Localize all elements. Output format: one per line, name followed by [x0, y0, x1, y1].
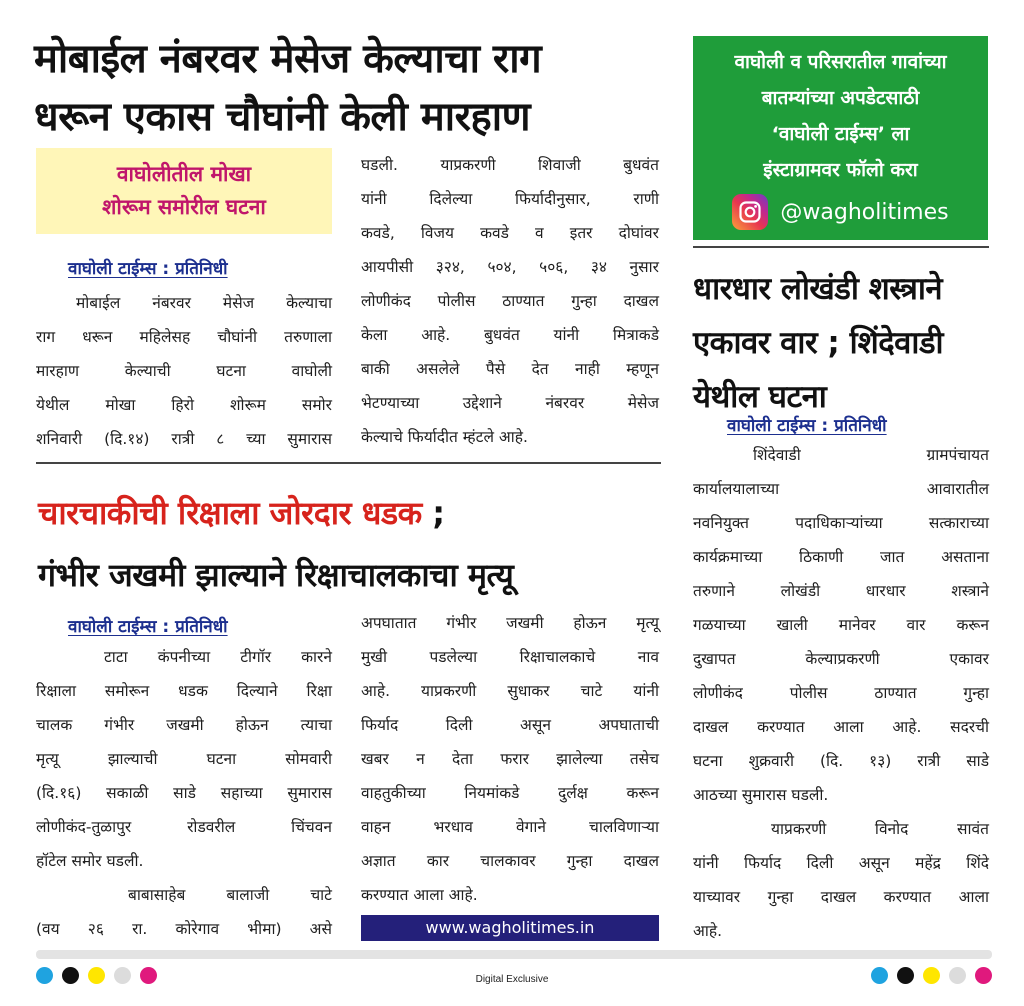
- story2-col2-line: खबर न देता फरार झालेल्या तसेच: [361, 750, 659, 768]
- story2-col2-line: अज्ञात कार चालकावर गुन्हा दाखल: [361, 852, 659, 870]
- story1-col2-line: आयपीसी ३२४, ५०४, ५०६, ३४ नुसार: [361, 258, 659, 276]
- story2-col2-line: वाहन भरधाव वेगाने चालविणाऱ्या: [361, 818, 659, 836]
- story3-line: शिंदेवाडी ग्रामपंचायत: [753, 446, 989, 464]
- story3-line: दाखल करण्यात आला आहे. सदरची: [693, 718, 989, 736]
- color-dot-gray: [949, 967, 966, 984]
- story1-column-2: [361, 148, 659, 454]
- story1-col1-line: राग धरून महिलेसह चौघांनी तरुणाला: [36, 328, 332, 346]
- story3-line: दुखापत केल्याप्रकरणी एकावर: [693, 650, 989, 668]
- story1-col1-line: मारहाण केल्याची घटना वाघोली: [36, 362, 332, 380]
- story2-col1-line: टाटा कंपनीच्या टीगॉर कारने: [104, 648, 332, 666]
- color-dot-black: [897, 967, 914, 984]
- story1-subhead-line1: वाघोलीतील मोखा: [116, 162, 252, 186]
- story2-col2-line: अपघातात गंभीर जखमी होऊन मृत्यू: [361, 614, 659, 632]
- story1-subhead-line2: शोरूम समोरील घटना: [102, 195, 266, 219]
- color-dots-right: [871, 967, 992, 984]
- story1-col2-line: बाकी असलेले पैसे देत नाही म्हणून: [361, 360, 659, 378]
- story1-byline: वाघोली टाईम्स : प्रतिनिधी: [68, 259, 228, 279]
- story1-col2-line: कवडे, विजय कवडे व इतर दोघांवर: [361, 224, 659, 242]
- color-dot-yellow: [923, 967, 940, 984]
- section-divider: [36, 462, 661, 464]
- story2-col2-line: वाहतुकीच्या नियमांकडे दुर्लक्ष करून: [361, 784, 659, 802]
- story1-col2-line: केला आहे. बुधवंत यांनी मित्राकडे: [361, 326, 659, 344]
- story3-line: कार्यालयालाच्या आवारातील: [693, 480, 989, 498]
- website-link[interactable]: www.wagholitimes.in: [361, 915, 659, 941]
- promo-line1: वाघोली व परिसरातील गावांच्या: [734, 51, 947, 73]
- bottom-bar: [36, 950, 992, 959]
- instagram-handle[interactable]: @wagholitimes: [780, 199, 949, 225]
- story1-headline-line1: मोबाईल नंबरवर मेसेज केल्याचा राग: [34, 36, 542, 82]
- story2-col1-line: चालक गंभीर जखमी होऊन त्याचा: [36, 716, 332, 734]
- story3-headline-line1: धारधार लोखंडी शस्त्राने: [693, 271, 943, 307]
- instagram-icon: [732, 194, 768, 230]
- story2-col2-line: आहे. याप्रकरणी सुधाकर चाटे यांनी: [361, 682, 659, 700]
- story1-col2-line: लोणीकंद पोलीस ठाण्यात गुन्हा दाखल: [361, 292, 659, 310]
- story2-headline-red: चारचाकीची रिक्षाला जोरदार धडक: [38, 494, 422, 532]
- story3-line: गळयाच्या खाली मानेवर वार करून: [693, 616, 989, 634]
- story2-col2-line: करण्यात आला आहे.: [361, 886, 478, 904]
- story1-headline: [34, 30, 664, 146]
- story3-line: घटना शुक्रवारी (दि. १३) रात्री साडे: [693, 752, 989, 770]
- promo-line2: बातम्यांच्या अपडेटसाठी: [761, 87, 920, 109]
- story3-headline-line3: येथील घटना: [693, 379, 827, 415]
- promo-divider: [693, 246, 989, 248]
- story2-headline-line1: [38, 486, 598, 540]
- story2-col1-line: मृत्यू झाल्याची घटना सोमवारी: [36, 750, 332, 768]
- story3-line: आठच्या सुमारास घडली.: [693, 786, 829, 804]
- story3-line: यांनी फिर्याद दिली असून महेंद्र शिंदे: [693, 854, 989, 872]
- story1-col1-line: येथील मोखा हिरो शोरूम समोर: [36, 396, 332, 414]
- story3-byline: वाघोली टाईम्स : प्रतिनिधी: [727, 416, 887, 436]
- story1-col1-line: शनिवारी (दि.१४) रात्री ८ च्या सुमारास: [36, 430, 332, 448]
- story3-line: याप्रकरणी विनोद सावंत: [771, 820, 989, 838]
- story1-col2-line: केल्याचे फिर्यादीत म्हंटले आहे.: [361, 428, 528, 446]
- story1-col2-line: घडली. याप्रकरणी शिवाजी बुधवंत: [361, 156, 659, 174]
- promo-line4: इंस्टाग्रामवर फॉलो करा: [763, 159, 918, 181]
- story3-line: नवनियुक्त पदाधिकाऱ्यांच्या सत्काराच्या: [693, 514, 989, 532]
- story3-headline: [693, 262, 993, 424]
- story2-byline: वाघोली टाईम्स : प्रतिनिधी: [68, 617, 228, 637]
- instagram-promo-box[interactable]: [693, 36, 988, 240]
- story3-headline-line2: एकावर वार ; शिंदेवाडी: [693, 325, 944, 361]
- story2-col1-line: बाबासाहेब बालाजी चाटे: [128, 886, 332, 904]
- story3-line: तरुणाने लोखंडी धारधार शस्त्राने: [693, 582, 989, 600]
- color-dot-cyan: [871, 967, 888, 984]
- story2-headline-line2: गंभीर जखमी झाल्याने रिक्षाचालकाचा मृत्यू: [38, 556, 514, 594]
- story2-col2-line: फिर्याद दिली असून अपघाताची: [361, 716, 659, 734]
- story2-col1-line: लोणीकंद-तुळापुर रोडवरील चिंचवन: [36, 818, 332, 836]
- story2-col2-line: मुखी पडलेल्या रिक्षाचालकाचे नाव: [361, 648, 659, 666]
- story1-col2-line: भेटण्याच्या उद्देशाने नंबरवर मेसेज: [361, 394, 659, 412]
- story3-line: आहे.: [693, 922, 722, 940]
- story1-column-1: [36, 286, 332, 456]
- story2-col1-line: (वय २६ रा. कोरेगाव भीमा) असे: [36, 920, 332, 938]
- story3-line: लोणीकंद पोलीस ठाण्यात गुन्हा: [693, 684, 989, 702]
- color-dot-magenta: [975, 967, 992, 984]
- promo-line3: ‘वाघोली टाईम्स’ ला: [771, 123, 910, 145]
- story2-col1-line: हॉटेल समोर घडली.: [36, 852, 144, 870]
- story1-col2-line: यांनी दिलेल्या फिर्यादीनुसार, राणी: [361, 190, 659, 208]
- story1-headline-line2: धरून एकास चौघांनी केली मारहाण: [34, 94, 531, 140]
- story2-column-2: [361, 606, 659, 912]
- story2-col1-line: (दि.१६) सकाळी साडे सहाच्या सुमारास: [36, 784, 332, 802]
- story2-column-1: [36, 640, 332, 946]
- story1-subhead-box: [36, 148, 332, 234]
- story3-line: कार्यक्रमाच्या ठिकाणी जात असताना: [693, 548, 989, 566]
- story3-line: याच्यावर गुन्हा दाखल करण्यात आला: [693, 888, 989, 906]
- story1-col1-line: मोबाईल नंबरवर मेसेज केल्याचा: [76, 294, 332, 312]
- story2-col1-line: रिक्षाला समोरून धडक दिल्याने रिक्षा: [36, 682, 332, 700]
- story2-headline-separator: ;: [421, 494, 445, 532]
- footer-label: Digital Exclusive: [475, 974, 549, 985]
- story3-body: [693, 438, 989, 948]
